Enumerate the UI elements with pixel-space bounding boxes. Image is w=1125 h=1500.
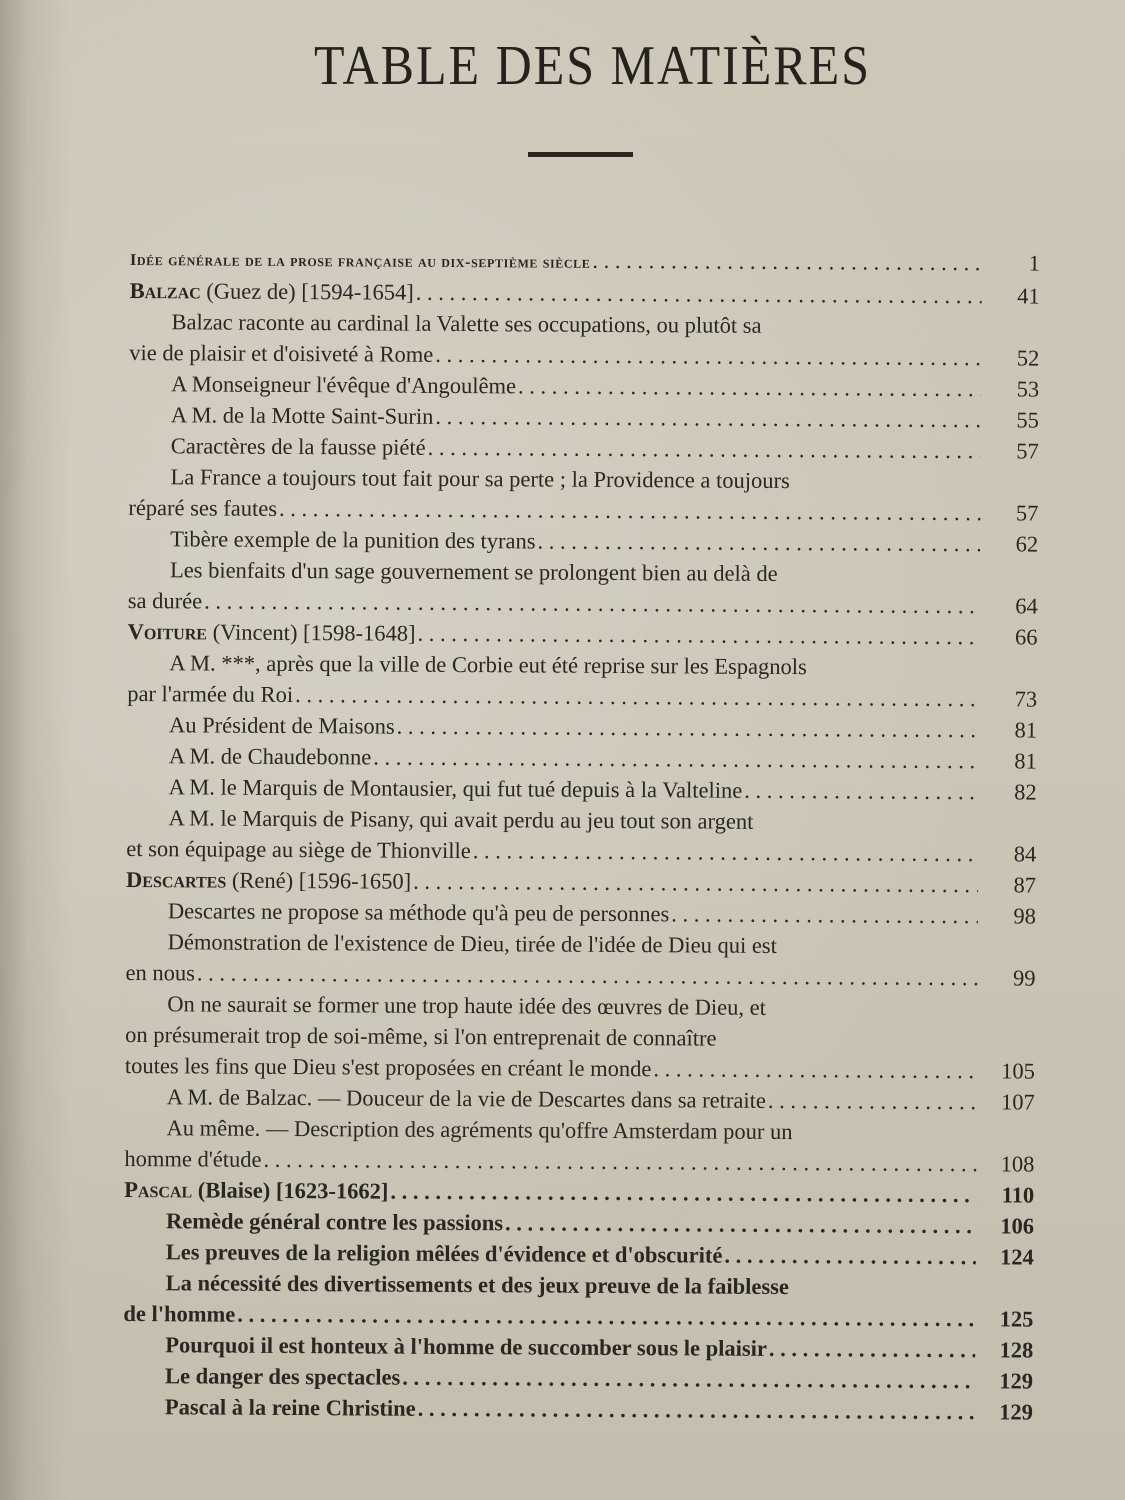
toc-entry-line: Au même. — Description des agréments qu'offre Amsterdam pour un bbox=[166, 1115, 793, 1145]
dot-leader bbox=[295, 679, 979, 714]
toc-entry-title: et son équipage au siège de Thionville bbox=[126, 835, 471, 864]
toc-entry-title: de l'homme bbox=[123, 1300, 236, 1327]
toc-entry-line: Balzac raconte au cardinal la Valette ses occupations, ou plutôt sa bbox=[171, 309, 762, 338]
dot-leader bbox=[724, 1240, 976, 1273]
page-title: TABLE DES MATIÈRES bbox=[314, 33, 871, 97]
toc-entry-title: sa durée bbox=[127, 587, 203, 614]
dot-leader bbox=[237, 1299, 975, 1335]
author-name: Pascal bbox=[124, 1176, 193, 1203]
dot-leader bbox=[505, 1207, 976, 1241]
toc-entry-line: Les bienfaits d'un sage gouvernement se prolongent bien au delà de bbox=[169, 557, 778, 586]
toc-entry-title: réparé ses fautes bbox=[128, 494, 278, 521]
toc-entry-title: Le danger des spectacles bbox=[164, 1363, 401, 1390]
toc-entry-title: A M. de Balzac. — Douceur de la vie de Descartes dans sa retraite bbox=[166, 1084, 766, 1113]
toc-entry-title: A M. le Marquis de Montausier, qui fut tué depuis à la Valteline bbox=[168, 774, 743, 803]
dot-leader bbox=[769, 1333, 975, 1365]
page-number: 73 bbox=[1014, 686, 1038, 712]
page-number: 81 bbox=[1014, 717, 1038, 743]
toc-entry-title: vie de plaisir et d'oisiveté à Rome bbox=[129, 339, 434, 367]
toc-entry-title bbox=[128, 616, 416, 649]
dot-leader bbox=[418, 1393, 975, 1427]
toc-entry-row bbox=[165, 1391, 1033, 1427]
dot-leader bbox=[473, 835, 979, 869]
dot-leader bbox=[373, 741, 979, 776]
toc-entry-title bbox=[130, 275, 414, 308]
toc-entry-line: La France a toujours tout fait pour sa perte ; la Providence a toujours bbox=[170, 464, 790, 494]
page-number: 84 bbox=[1013, 841, 1037, 867]
page-number: 107 bbox=[1000, 1089, 1035, 1115]
toc-entry-title: Au Président de Maisons bbox=[168, 712, 395, 739]
page-number: 57 bbox=[1015, 500, 1039, 526]
page-number: 106 bbox=[1000, 1213, 1035, 1239]
toc-entry-line: A M. ***, après que la ville de Corbie eut été reprise sur les Espagnols bbox=[169, 650, 807, 680]
toc-entry bbox=[126, 802, 1036, 870]
toc-entry bbox=[127, 647, 1037, 715]
page-number: 128 bbox=[999, 1337, 1034, 1363]
dot-leader bbox=[671, 898, 978, 931]
toc-entry-title: toutes les fins que Dieu s'est proposées en créant le monde bbox=[124, 1052, 652, 1082]
dot-leader bbox=[744, 775, 979, 807]
page-number: 99 bbox=[1012, 965, 1036, 991]
toc-entry-title: Pascal à la reine Christine bbox=[164, 1394, 416, 1421]
toc-entry-line: A M. le Marquis de Pisany, qui avait perdu au jeu tout son argent bbox=[168, 805, 754, 834]
dot-leader bbox=[204, 585, 980, 621]
toc-entry bbox=[124, 1112, 1034, 1180]
toc-entry bbox=[125, 988, 1036, 1087]
author-dates: (René) [1596-1650] bbox=[231, 867, 412, 894]
page-gutter-shadow bbox=[0, 0, 70, 1500]
toc-entry-title: A M. de la Motte Saint-Surin bbox=[170, 402, 434, 429]
author-name: Balzac bbox=[129, 277, 201, 304]
author-dates: (Guez de) [1594-1654] bbox=[206, 278, 414, 305]
toc-entry bbox=[129, 306, 1039, 374]
author-name: Voiture bbox=[127, 618, 208, 645]
toc-entry bbox=[130, 242, 1040, 281]
toc-entry-line: La nécessité des divertissements et des jeux preuve de la faiblesse bbox=[165, 1270, 789, 1300]
dot-leader bbox=[435, 339, 981, 373]
dot-leader bbox=[537, 525, 980, 559]
toc-entry bbox=[125, 926, 1035, 994]
page-number: 1 bbox=[1028, 250, 1040, 276]
page-number: 124 bbox=[999, 1244, 1034, 1270]
toc-entry-row bbox=[130, 242, 1040, 281]
page-number: 87 bbox=[1013, 872, 1037, 898]
dot-leader bbox=[416, 277, 982, 311]
page-number: 82 bbox=[1014, 779, 1037, 805]
toc-entry bbox=[123, 1267, 1033, 1335]
dot-leader bbox=[653, 1053, 977, 1086]
page-number: 125 bbox=[999, 1306, 1034, 1332]
toc-entry-title: en nous bbox=[125, 959, 195, 986]
page-number: 129 bbox=[999, 1368, 1034, 1394]
page-number: 98 bbox=[1013, 903, 1036, 929]
page-number: 108 bbox=[1000, 1151, 1035, 1177]
dot-leader bbox=[263, 1144, 976, 1179]
dot-leader bbox=[397, 711, 980, 746]
dot-leader bbox=[592, 245, 982, 278]
toc-entry-line: On ne saurait se former une trop haute idée des œuvres de Dieu, et bbox=[167, 991, 766, 1020]
page-number: 55 bbox=[1016, 407, 1040, 433]
toc-entry-title: A M. de Chaudebonne bbox=[168, 743, 372, 770]
dot-leader bbox=[197, 957, 978, 993]
toc-entry-title bbox=[124, 1174, 388, 1207]
page-number: 62 bbox=[1015, 531, 1039, 557]
page-number: 81 bbox=[1014, 748, 1037, 774]
toc-entry-title: homme d'étude bbox=[124, 1145, 262, 1172]
page-number: 110 bbox=[1001, 1182, 1035, 1208]
toc-entry-title: Idée générale de la prose française au dix-septième siècle bbox=[129, 249, 591, 272]
toc-entry-title: par l'armée du Roi bbox=[127, 680, 294, 708]
dot-leader bbox=[518, 370, 981, 404]
dot-leader bbox=[402, 1362, 975, 1396]
dot-leader bbox=[435, 401, 981, 435]
page-number: 52 bbox=[1016, 345, 1040, 371]
toc-entry-title: Descartes ne propose sa méthode qu'à peu de personnes bbox=[167, 898, 670, 927]
toc-entry bbox=[128, 461, 1038, 529]
author-name: Descartes bbox=[126, 866, 227, 893]
title-rule bbox=[528, 152, 633, 157]
dot-leader bbox=[417, 618, 979, 652]
toc-entry-line: on présumerait trop de soi-même, si l'on entreprenait de connaître bbox=[125, 1021, 717, 1051]
page-number: 57 bbox=[1016, 438, 1039, 464]
page-number: 66 bbox=[1015, 624, 1038, 650]
page-number: 129 bbox=[999, 1399, 1033, 1425]
dot-leader bbox=[390, 1176, 976, 1211]
toc-entry-title: Caractères de la fausse piété bbox=[170, 433, 426, 460]
author-dates: (Blaise) [1623-1662] bbox=[197, 1177, 389, 1204]
page-number: 64 bbox=[1015, 593, 1038, 619]
toc-entry-title: Pourquoi il est honteux à l'homme de succomber sous le plaisir bbox=[165, 1332, 768, 1361]
dot-leader bbox=[413, 866, 978, 900]
author-dates: (Vincent) [1598-1648] bbox=[212, 619, 416, 646]
toc-entry-title: Les preuves de la religion mêlées d'évidence et d'obscurité bbox=[165, 1239, 723, 1268]
dot-leader bbox=[428, 432, 981, 466]
toc-entry-title: A Monseigneur l'évêque d'Angoulême bbox=[171, 371, 517, 399]
page-number: 105 bbox=[1001, 1058, 1036, 1084]
toc-entry bbox=[123, 1391, 1033, 1428]
page-number: 41 bbox=[1017, 283, 1040, 309]
dot-leader bbox=[768, 1085, 977, 1117]
toc-entry-title bbox=[126, 864, 411, 897]
toc-entry bbox=[128, 554, 1038, 622]
dot-leader bbox=[279, 493, 981, 528]
table-of-contents bbox=[123, 242, 1040, 1428]
page-number: 53 bbox=[1016, 376, 1040, 402]
toc-entry-title: Remède général contre les passions bbox=[165, 1208, 504, 1236]
toc-entry-line: Démonstration de l'existence de Dieu, tirée de l'idée de Dieu qui est bbox=[167, 929, 777, 958]
toc-entry-title: Tibère exemple de la punition des tyrans bbox=[170, 526, 536, 554]
